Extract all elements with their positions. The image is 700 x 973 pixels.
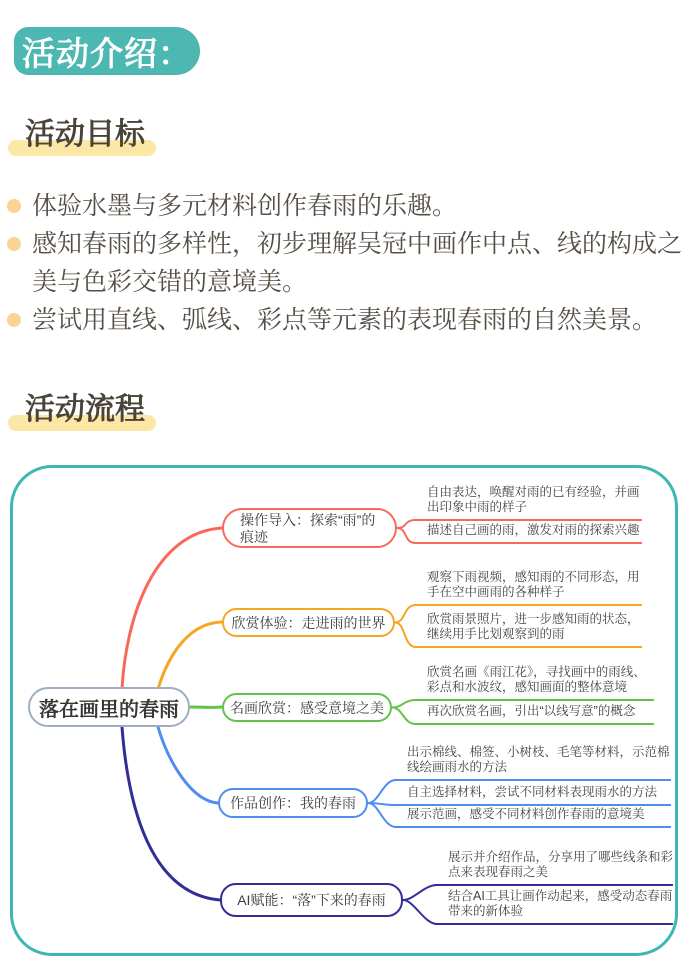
- mindmap-leaf-item: 自主选择材料，尝试不同材料表现雨水的方法: [394, 785, 671, 806]
- bullet-dot-icon: [7, 237, 21, 251]
- connector-line: [158, 727, 218, 803]
- goals-heading: [25, 116, 145, 154]
- connector-line: [122, 528, 222, 689]
- connector-line: [395, 605, 416, 623]
- mindmap-leaf-item: 展示并介绍作品，分享用了哪些线条和彩点来表现春雨之美: [435, 850, 673, 886]
- mindmap-leaf-item: 观察下雨视频，感知雨的不同形态，用手在空中画雨的各种样子: [414, 570, 642, 606]
- mindmap-leaf-item: 欣赏名画《雨江花》，寻找画中的雨线、彩点和水波纹，感知画面的整体意境: [414, 665, 654, 701]
- connector-line: [368, 780, 396, 803]
- mindmap-leaf-item: 展示范画，感受不同材料创作春雨的意境美: [394, 807, 671, 828]
- goals-heading-label: 活动目标: [25, 118, 145, 151]
- connector-line: [368, 803, 396, 827]
- mindmap-branch-node: 欣赏体验：走进雨的世界: [222, 608, 395, 637]
- goal-bullet: [32, 301, 688, 339]
- mindmap-leaf-item: 结合AI工具让画作动起来，感受动态春雨带来的新体验: [435, 889, 673, 925]
- mindmap-leaf-item: 出示棉线、棉签、小树枝、毛笔等材料，示范棉线绘画雨水的方法: [394, 745, 671, 781]
- process-heading: [25, 391, 145, 429]
- goal-bullet-text: 尝试用直线、弧线、彩点等元素的表现春雨的自然美景。: [32, 306, 658, 334]
- process-heading-label: 活动流程: [25, 393, 145, 426]
- connector-line: [395, 623, 416, 648]
- mindmap-branch-node: 作品创作：我的春雨: [218, 788, 368, 818]
- mindmap-leaf-item: 自由表达，唤醒对雨的已有经验，并画出印象中雨的样子: [414, 485, 642, 521]
- connector-line: [392, 708, 416, 725]
- mindmap-container: [10, 465, 678, 956]
- mindmap-branch-node: 操作导入：探索“雨”的痕迹: [222, 508, 397, 548]
- mindmap-leaf-item: 欣赏雨景照片，进一步感知雨的状态，继续用手比划观察到的雨: [414, 612, 642, 648]
- mindmap-root-node: 落在画里的春雨: [28, 687, 190, 727]
- goal-bullet: [32, 225, 688, 301]
- connector-line: [403, 885, 437, 900]
- mindmap-branch-node: AI赋能：“落”下来的春雨: [220, 883, 403, 917]
- goal-bullet-text: 感知春雨的多样性，初步理解吴冠中画作中点、线的构成之美与色彩交错的意境美。: [32, 230, 683, 296]
- mindmap-branch-node: 名画欣赏：感受意境之美: [222, 693, 392, 722]
- goal-bullet: [32, 187, 688, 225]
- mindmap-leaf-item: 描述自己画的雨，激发对雨的探索兴趣: [414, 523, 642, 544]
- goals-bullet-list: [32, 187, 688, 339]
- connector-line: [392, 700, 416, 708]
- bullet-dot-icon: [7, 199, 21, 213]
- page-title-badge: 活动介绍：: [14, 27, 200, 75]
- goal-bullet-text: 体验水墨与多元材料创作春雨的乐趣。: [32, 192, 458, 220]
- connector-line: [158, 622, 222, 689]
- mindmap-leaf-item: 再次欣赏名画，引出“以线写意”的概念: [414, 704, 654, 725]
- connector-line: [368, 803, 396, 805]
- connector-line: [122, 727, 220, 900]
- connector-line: [403, 900, 437, 924]
- bullet-dot-icon: [7, 313, 21, 327]
